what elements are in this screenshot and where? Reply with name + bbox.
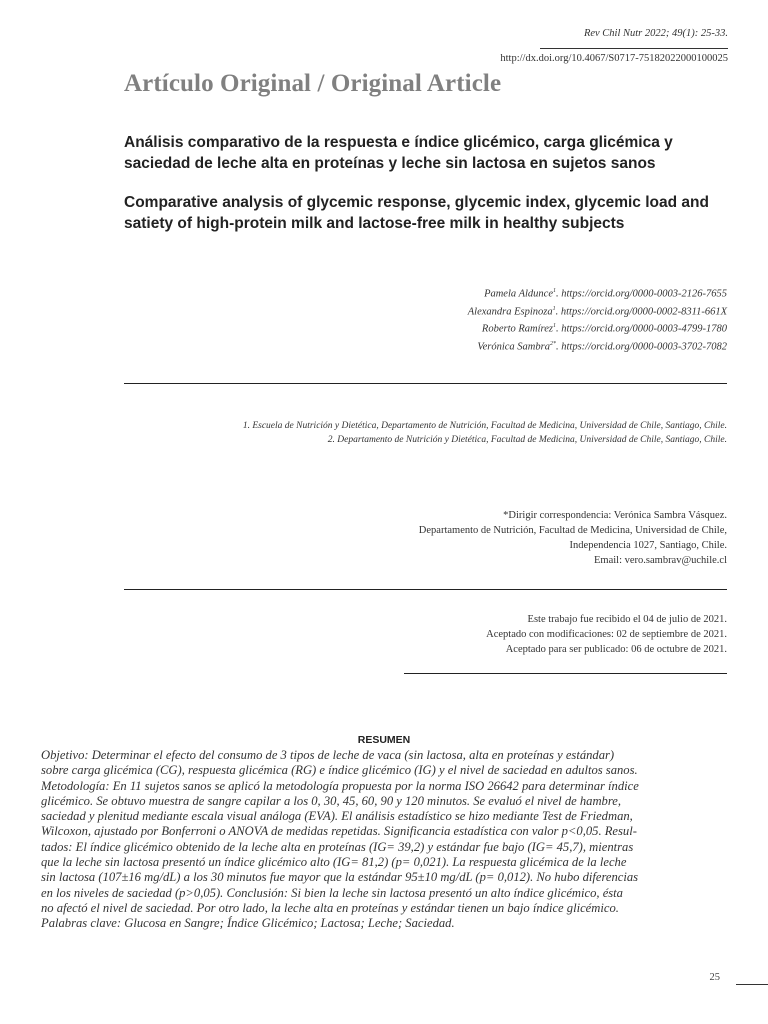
submission-dates bbox=[227, 612, 727, 657]
author-line bbox=[227, 337, 727, 355]
abstract-line: glicémico. Se obtuvo muestra de sangre capilar a los 0, 30, 45, 60, 90 y 120 minutos. Se evaluó el nivel de hambre, bbox=[41, 793, 622, 808]
affiliations bbox=[127, 419, 727, 447]
author-affiliation-mark: 1 bbox=[552, 323, 556, 329]
date-line: Aceptado para ser publicado: 06 de octubre de 2021. bbox=[505, 644, 727, 655]
author-line bbox=[227, 302, 727, 320]
date-line: Este trabajo fue recibido el 04 de julio de 2021. bbox=[527, 614, 727, 625]
abstract-line: saciedad y plenitud mediante escala visual análoga (EVA). El análisis estadístico se hizo mediante Test de Friedman, bbox=[41, 809, 633, 824]
correspondence-email[interactable]: Email: vero.sambrav@uchile.cl bbox=[594, 555, 727, 566]
abstract-line: sin lactosa (107±16 mg/dL) a los 30 minutos fue mayor que la estándar 95±10 mg/dL (p= 0,012). No hubo diferencias bbox=[41, 870, 639, 885]
author-name: Pamela Aldunce bbox=[484, 288, 553, 300]
affiliation-line: 2. Departamento de Nutrición y Dietética, Facultad de Medicina, Universidad de Chile, Santiago, Chile. bbox=[327, 435, 727, 445]
abstract-line: tados: El índice glicémico obtenido de la leche alta en proteínas (IG= 39,2) y estándar fue bajo (IG= 45,7), mientras bbox=[41, 839, 634, 854]
orcid-link[interactable]: . https://orcid.org/0000-0002-8311-661X bbox=[555, 306, 727, 317]
abstract-line: Objetivo: Determinar el efecto del consumo de 3 tipos de leche de vaca (sin lactosa, alta en proteínas y estándar) bbox=[41, 748, 615, 762]
abstract-heading: RESUMEN bbox=[357, 734, 411, 746]
author-name: Alexandra Espinoza bbox=[467, 306, 553, 317]
title-spanish: Análisis comparativo de la respuesta e índice glicémico, carga glicémica y saciedad de leche alta en proteínas y leche sin lactosa en sujetos sanos bbox=[124, 134, 673, 172]
abstract-line: Metodología: En 11 sujetos sanos se aplicó la metodología propuesta por la norma ISO 26642 para determinar índice bbox=[41, 778, 639, 793]
author-affiliation-mark: 1 bbox=[552, 288, 556, 294]
abstract-line: en los niveles de saciedad (p>0,05). Conclusión: Si bien la leche sin lactosa presentó un alto índice glicémico, ésta bbox=[41, 885, 623, 900]
page-number-rule bbox=[736, 984, 768, 985]
header-rule bbox=[540, 48, 728, 49]
section-divider bbox=[124, 589, 727, 590]
doi-link[interactable]: http://dx.doi.org/10.4067/S0717-75182022000100025 bbox=[500, 53, 728, 64]
orcid-link[interactable]: . https://orcid.org/0000-0003-2126-7655 bbox=[555, 288, 727, 300]
correspondence-line: Departamento de Nutrición, Facultad de Medicina, Universidad de Chile, bbox=[418, 525, 727, 536]
article-type-heading: Artículo Original / Original Article bbox=[124, 70, 502, 97]
orcid-link[interactable]: . https://orcid.org/0000-0003-3702-7082 bbox=[555, 341, 727, 352]
title-english: Comparative analysis of glycemic response, glycemic index, glycemic load and satiety of high-protein milk and lactose-free milk in healthy subjects bbox=[124, 194, 709, 232]
author-line bbox=[227, 284, 727, 302]
author-list bbox=[227, 284, 727, 354]
author-affiliation-mark: 1 bbox=[552, 305, 556, 312]
author-line bbox=[227, 319, 727, 337]
correspondence-line: *Dirigir correspondencia: Verónica Sambra Vásquez. bbox=[503, 510, 727, 521]
author-name: Roberto Ramírez bbox=[481, 323, 553, 335]
date-line: Aceptado con modificaciones: 02 de septiembre de 2021. bbox=[486, 629, 727, 640]
page-number: 25 bbox=[709, 972, 720, 983]
author-affiliation-mark: 2* bbox=[549, 340, 556, 347]
abstract-line: que la leche sin lactosa presentó un índice glicémico alto (IG= 81,2) (p= 0,021). La respuesta glicémica de la leche bbox=[41, 855, 627, 870]
section-divider bbox=[124, 383, 727, 384]
dates-divider bbox=[404, 673, 727, 674]
correspondence-block bbox=[227, 508, 727, 568]
abstract-line: sobre carga glicémica (CG), respuesta glicémica (RG) e índice glicémico (IG) y el nivel de saciedad en adultos sanos. bbox=[41, 763, 638, 778]
affiliation-line: 1. Escuela de Nutrición y Dietética, Departamento de Nutrición, Facultad de Medicina, Universidad de Chile, Santiago, Chile. bbox=[242, 421, 727, 431]
abstract-line: Wilcoxon, ajustado por Bonferroni o ANOVA de medidas repetidas. Significancia estadística con valor p<0,05. Resul- bbox=[41, 824, 637, 839]
abstract-body bbox=[41, 748, 727, 932]
correspondence-line: Independencia 1027, Santiago, Chile. bbox=[569, 540, 727, 551]
author-name: Verónica Sambra bbox=[477, 341, 550, 352]
orcid-link[interactable]: . https://orcid.org/0000-0003-4799-1780 bbox=[555, 323, 727, 335]
keywords-line: Palabras clave: Glucosa en Sangre; Índice Glicémico; Lactosa; Leche; Saciedad. bbox=[41, 916, 455, 931]
abstract-line: no afectó el nivel de saciedad. Por otro lado, la leche alta en proteínas y estándar tienen un bajo índice glicémico. bbox=[41, 900, 619, 915]
journal-reference: Rev Chil Nutr 2022; 49(1): 25-33. bbox=[583, 28, 728, 39]
